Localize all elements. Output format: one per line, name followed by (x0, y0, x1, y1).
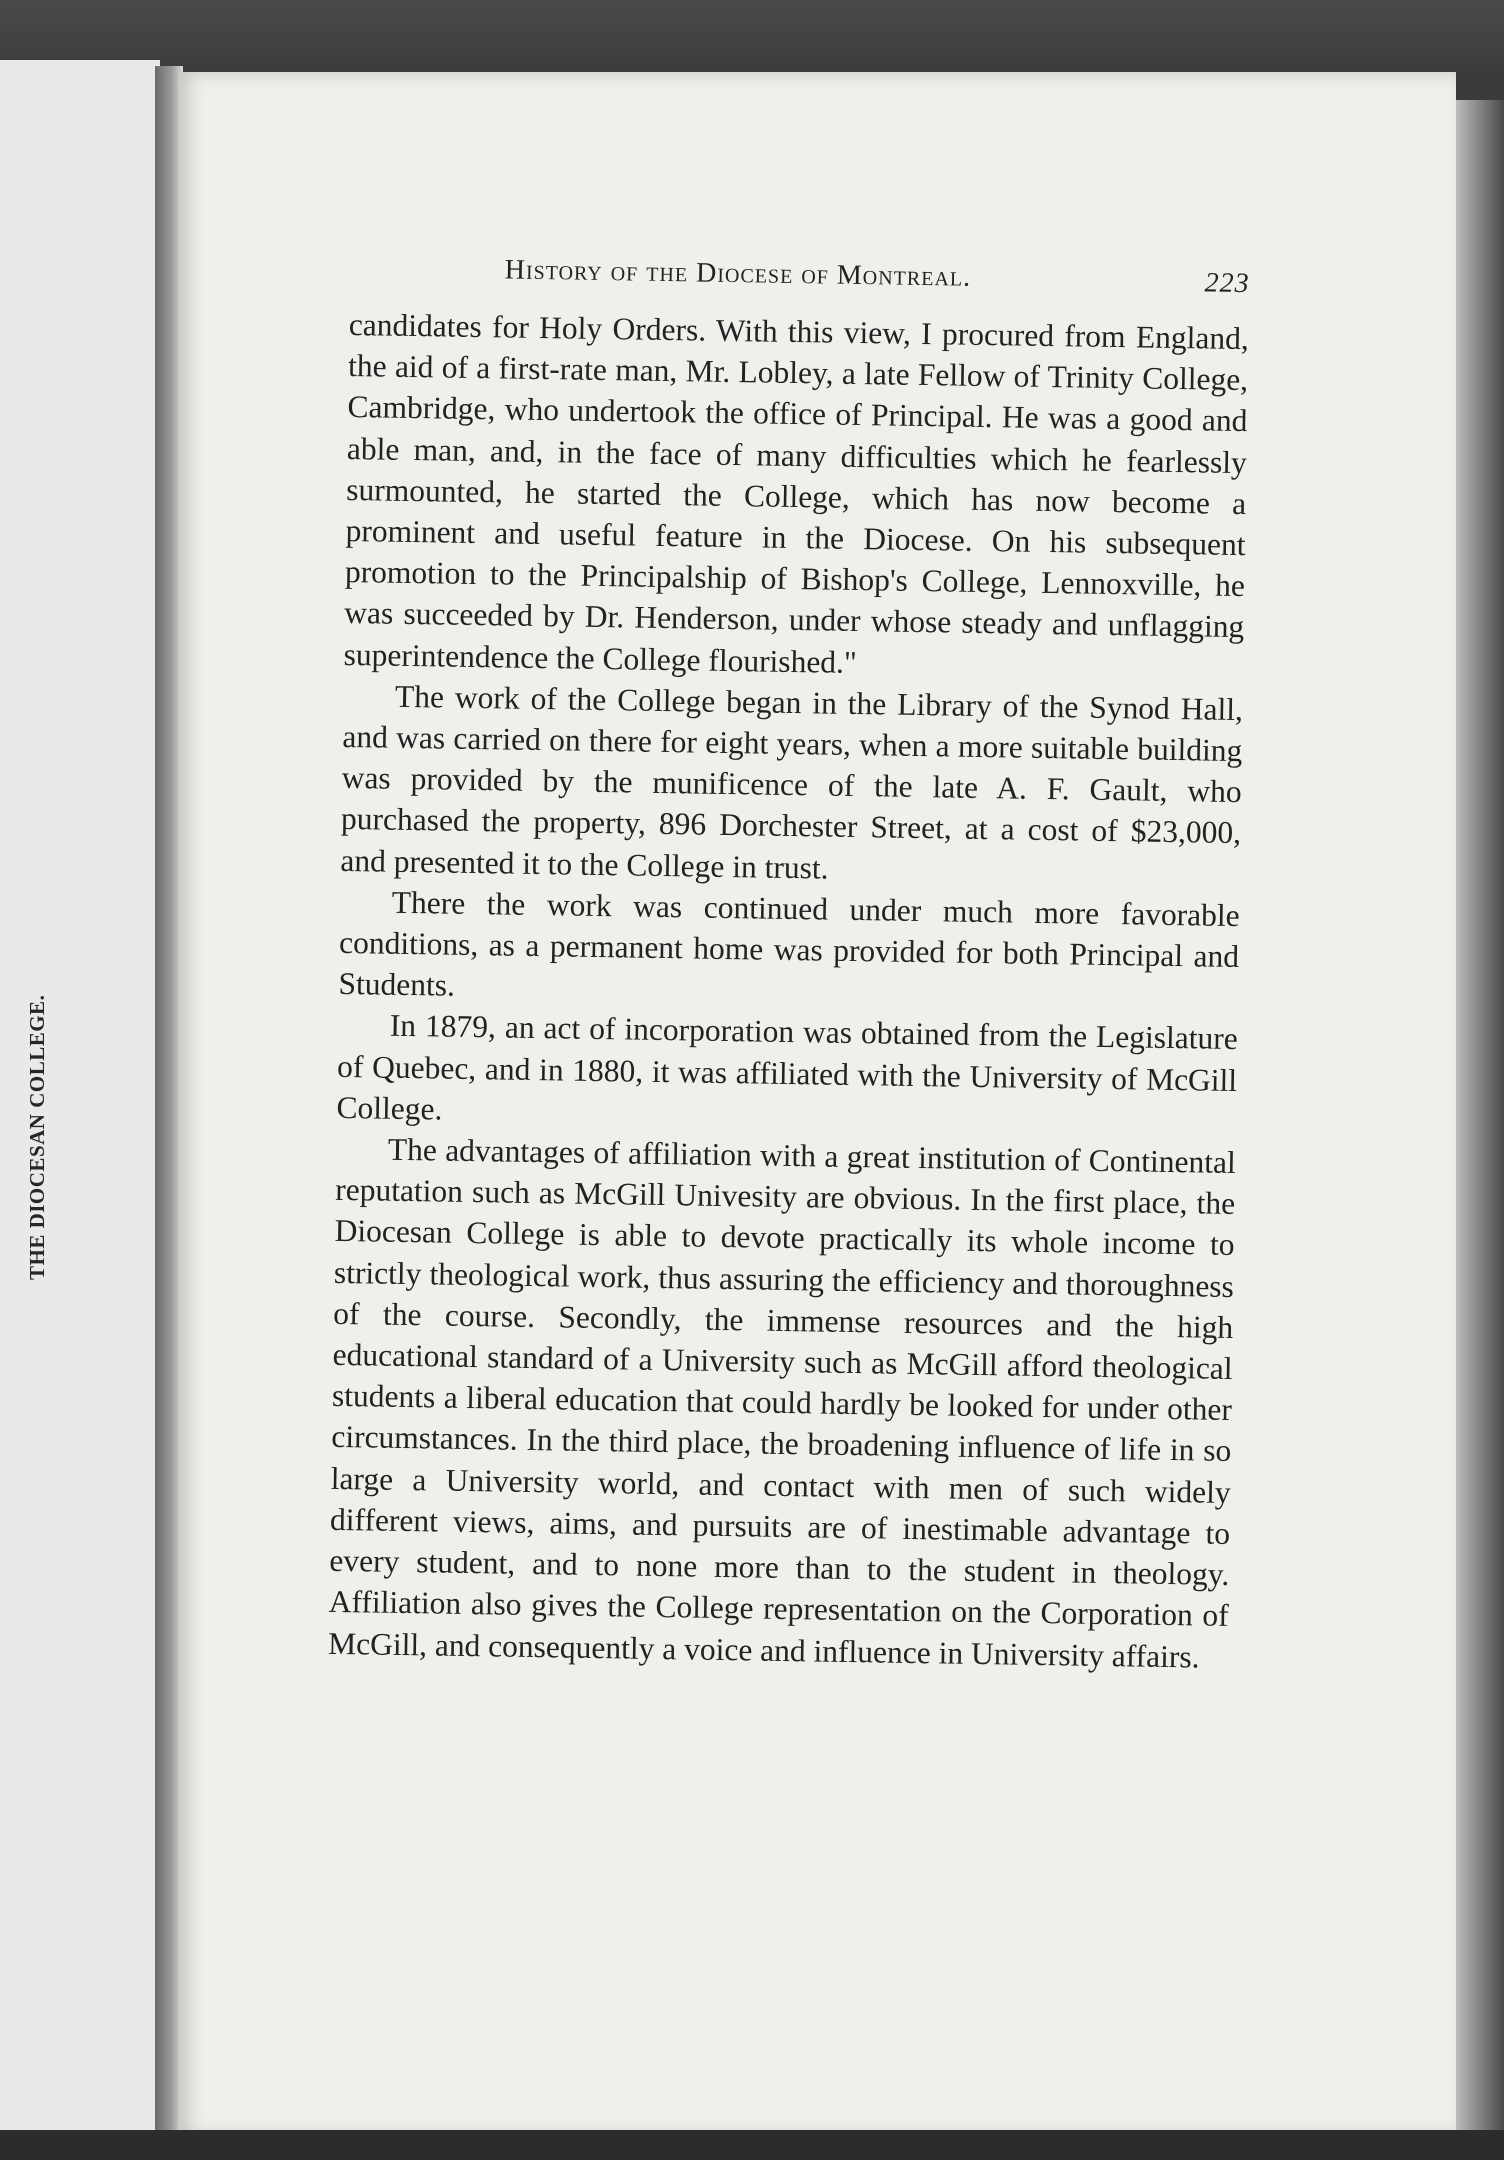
paragraph-college-library: The work of the College began in the Library of the Synod Hall, and was carried on there for eight years, when a more suitable building was provided by the munificence of the late A. F. Gault, who purchased the property, 896 Dorchester Street, at a cost of $23,000, and presented it to the College in trust. (340, 678, 1244, 886)
paragraph-affiliation-advantages: The advantages of affiliation with a great institution of Continental reputation such as McGill Univesity are obvious. In the first place, the Diocesan College is able to devote practically its whole income to strictly theological work, thus assuring the efficiency and thoroughness of the course. Secondly, the immense resources and the high educational standard of a University such as McGill afford theological students a liberal education that could hardly be looked for under other circumstances. In the third place, the broadening influence of life in so large a University world, and contact with men of such widely different views, aims, and pursuits are of inestimable advantage to every student, and to none more than to the student in theology. Affiliation also gives the College representation on the Corporation of McGill, and consequently a voice and influence in University affairs. (327, 1131, 1237, 1675)
running-head-title: History of the Diocese of Montreal. (504, 254, 972, 293)
scan-background-top (0, 0, 1504, 72)
page-edge-shadow (1456, 100, 1504, 2160)
paragraph-favorable-conditions: There the work was continued under much more favorable conditions, as a permanent home was provided for both Principal and Students. (338, 884, 1240, 1003)
page-number: 223 (1204, 267, 1250, 300)
page-text-block (328, 252, 1250, 1678)
paragraph-quote-continuation: candidates for Holy Orders. With this view, I procured from England, the aid of a first-rate man, Mr. Lobley, a late Fellow of Trinity College, Cambridge, who undertook the office of Principal. He was a good and able man, and, in the face of many difficulties which he fearlessly surmounted, he started the College, which has now become a prominent and useful feature in the Diocese. On his subsequent promotion to the Principalship of Bishop's College, Lennoxville, he was succeeded by Dr. Henderson, under whose steady and unflagging superintendence the College flourished." (343, 306, 1250, 680)
left-page-edge (0, 60, 160, 2130)
spine-title: THE DIOCESAN COLLEGE. (25, 994, 49, 1280)
scan-background-bottom (0, 2130, 1504, 2160)
paragraph-incorporation: In 1879, an act of incorporation was obtained from the Legislature of Quebec, and in 1880, it was affiliated with the University of McGill College. (336, 1008, 1239, 1127)
